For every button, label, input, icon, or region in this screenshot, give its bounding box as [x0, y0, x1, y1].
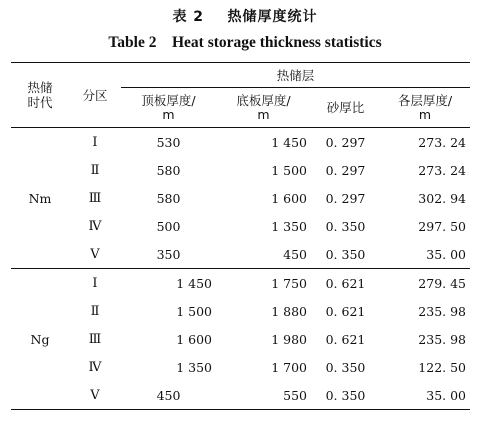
bottom-thickness-cell: 550: [216, 381, 311, 410]
zone-cell: Ⅳ: [88, 218, 102, 234]
top-thickness-cell: 1 350: [176, 359, 212, 375]
header-sand-ratio: [311, 88, 380, 128]
header-top-thickness-label: 顶板厚度/ m: [141, 92, 196, 122]
layer-thickness-cell: 35. 00: [380, 381, 470, 410]
bottom-thickness-cell: 1 500: [271, 162, 307, 178]
bottom-thickness-cell: 1 880: [271, 303, 307, 319]
header-layer-thickness: [380, 88, 470, 128]
layer-thickness-cell: 297. 50: [418, 218, 467, 234]
sand-ratio-cell: 0. 621: [325, 303, 366, 319]
top-thickness-cell: 1 500: [176, 303, 212, 319]
header-bottom-thickness-label: 底板厚度/ m: [236, 92, 291, 122]
header-age: [11, 63, 69, 128]
layer-thickness-cell: 302. 94: [418, 190, 467, 206]
header-top-thickness: [121, 88, 216, 128]
top-thickness-cell: 1 600: [176, 331, 212, 347]
heat-storage-thickness-table: [11, 62, 470, 410]
bottom-thickness-cell: 1 980: [271, 331, 307, 347]
table-row: [11, 269, 470, 298]
age-label: Nm: [28, 190, 52, 206]
sand-ratio-cell: 0. 297: [325, 162, 366, 178]
layer-thickness-cell: 122. 50: [418, 359, 467, 375]
age-cell-nm: [11, 128, 69, 269]
sand-ratio-cell: 0. 621: [325, 275, 366, 291]
sand-ratio-cell: 0. 350: [325, 359, 366, 375]
table-row: [11, 212, 470, 240]
top-thickness-cell: 350: [121, 240, 216, 269]
zone-cell: Ⅲ: [88, 331, 102, 347]
layer-thickness-cell: 235. 98: [418, 303, 467, 319]
table-row: [11, 325, 470, 353]
layer-thickness-cell: 35. 00: [380, 240, 470, 269]
layer-thickness-cell: 279. 45: [418, 275, 467, 291]
table-row: [11, 184, 470, 212]
header-zone-label: 分区: [82, 88, 108, 103]
top-thickness-cell: 1 450: [176, 275, 212, 291]
bottom-thickness-cell: 450: [216, 240, 311, 269]
layer-thickness-cell: 273. 24: [418, 162, 467, 178]
top-thickness-cell: 530: [156, 134, 181, 150]
zone-cell: Ⅴ: [69, 381, 121, 410]
sand-ratio-cell: 0. 621: [325, 331, 366, 347]
table-title-chinese: 表 2 热储厚度统计: [172, 9, 318, 25]
bottom-thickness-cell: 1 450: [271, 134, 307, 150]
zone-cell: Ⅴ: [69, 240, 121, 269]
sand-ratio-cell: 0. 350: [325, 218, 366, 234]
zone-cell: Ⅰ: [92, 275, 98, 291]
table-row: [11, 240, 470, 269]
sand-ratio-cell: 0. 297: [325, 134, 366, 150]
header-group-label: 热储层: [276, 68, 315, 83]
sand-ratio-cell: 0. 297: [325, 190, 366, 206]
bottom-thickness-cell: 1 350: [271, 218, 307, 234]
top-thickness-cell: 450: [121, 381, 216, 410]
header-age-label: 热储 时代: [27, 80, 53, 110]
top-thickness-cell: 580: [156, 162, 181, 178]
table-row: [11, 353, 470, 381]
zone-cell: Ⅲ: [88, 190, 102, 206]
sand-ratio-cell: 0. 350: [311, 240, 380, 269]
sand-ratio-cell: 0. 350: [311, 381, 380, 410]
top-thickness-cell: 500: [156, 218, 181, 234]
layer-thickness-cell: 273. 24: [418, 134, 467, 150]
zone-cell: Ⅱ: [90, 162, 100, 178]
header-group: [121, 63, 470, 88]
layer-thickness-cell: 235. 98: [418, 331, 467, 347]
header-bottom-thickness: [216, 88, 311, 128]
table-row: [11, 128, 470, 157]
bottom-thickness-cell: 1 750: [271, 275, 307, 291]
zone-cell: Ⅰ: [92, 134, 98, 150]
top-thickness-cell: 580: [156, 190, 181, 206]
table-title-english: Table 2 Heat storage thickness statistics: [108, 34, 382, 51]
header-zone: [69, 63, 121, 128]
zone-cell: Ⅳ: [88, 359, 102, 375]
table-row: [11, 156, 470, 184]
bottom-thickness-cell: 1 600: [271, 190, 307, 206]
age-label: Ng: [30, 331, 50, 347]
zone-cell: Ⅱ: [90, 303, 100, 319]
header-sand-ratio-label: 砂厚比: [326, 99, 365, 115]
table-row: [11, 297, 470, 325]
age-cell-ng: [11, 269, 69, 410]
header-layer-thickness-label: 各层厚度/ m: [397, 92, 453, 122]
table-row: [11, 381, 470, 410]
bottom-thickness-cell: 1 700: [271, 359, 307, 375]
